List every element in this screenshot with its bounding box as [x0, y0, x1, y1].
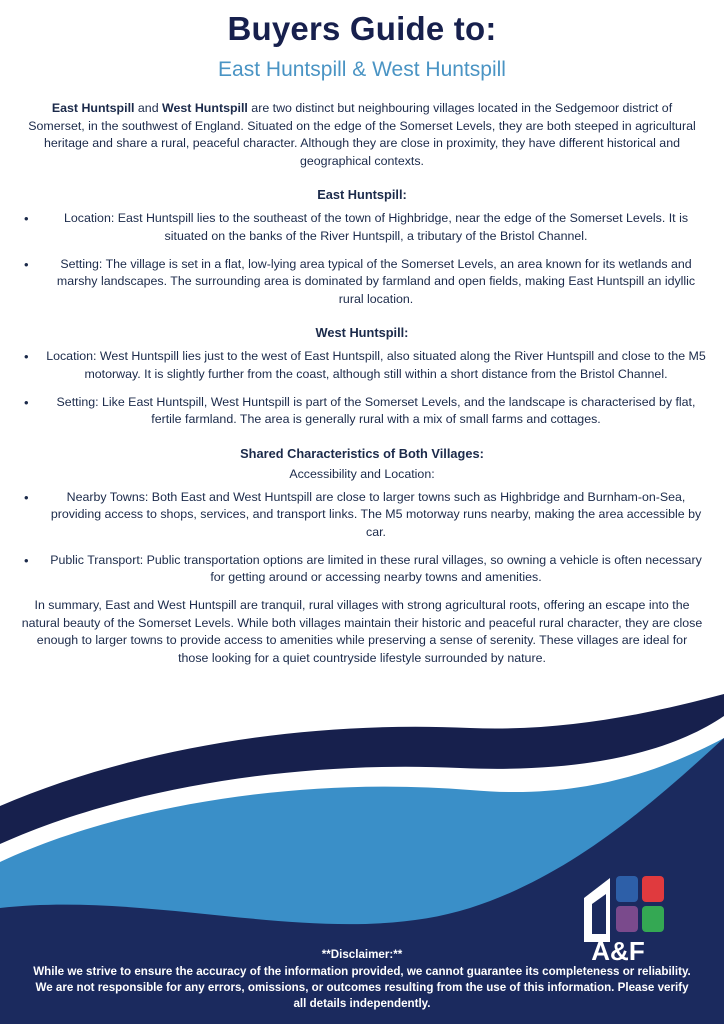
subheading-accessibility: Accessibility and Location:	[289, 466, 435, 481]
section-heading-east-huntspill: East Huntspill:	[317, 187, 407, 203]
intro-bold-east: East Huntspill	[51, 100, 135, 115]
list-item	[16, 489, 708, 542]
bullet-icon: •	[24, 394, 29, 410]
bullet-list-west-huntspill	[16, 348, 708, 428]
section-heading-shared-characteristics: Shared Characteristics of Both Villages:	[240, 445, 484, 461]
list-item	[16, 348, 708, 383]
bullet-list-east-huntspill	[16, 210, 708, 308]
list-item-text: Location: West Huntspill lies just to the west of East Huntspill, also situated along the River Huntspill and close to the M5 motorway. It is slightly further from the coast, although still within a short distance from the Bristol Channel.	[46, 349, 706, 382]
intro-mid: and	[134, 100, 163, 115]
disclaimer	[0, 947, 724, 1012]
bullet-icon: •	[24, 489, 29, 505]
svg-text:A&F: A&F	[591, 936, 645, 964]
list-item-text: Setting: Like East Huntspill, West Huntspill is part of the Somerset Levels, and the landscape is characterised by flat, fertile farmland. The area is generally rural with a mix of small farms and cottages.	[56, 394, 696, 427]
list-item-text: Location: East Huntspill lies to the southeast of the town of Highbridge, near the edge of the Somerset Levels. It is situated on the banks of the River Huntspill, a tributary of the Bristol Channel.	[63, 211, 689, 243]
list-item-text: Public Transport: Public transportation options are limited in these rural villages, so owning a vehicle is often necessary for getting around or accessing nearby towns and amenities.	[50, 552, 702, 585]
document-header	[0, 0, 724, 82]
list-item	[16, 394, 708, 429]
bullet-list-shared	[16, 489, 708, 587]
list-item-text: Nearby Towns: Both East and West Huntspill are close to larger towns such as Highbridge and Burnham-on-Sea, providing access to shops, services, and transport links. The M5 motorway runs nearby, making the area accessible by car.	[50, 489, 702, 540]
bullet-icon: •	[24, 256, 29, 272]
page-subtitle: East Huntspill & West Huntspill	[218, 57, 506, 81]
list-item	[16, 552, 708, 587]
page-title: Buyers Guide to:	[227, 10, 497, 47]
intro-rest: are two distinct but neighbouring villages located in the Sedgemoor district of Somerset, in the southwest of England. Situated on the edge of the Somerset Levels, they are both steeped in agricultural heritage and share a rural, peaceful character. Although they are close in proximity, they have different historical and geographical contexts.	[28, 100, 696, 168]
bullet-icon: •	[24, 349, 29, 365]
intro-bold-west: West Huntspill	[162, 100, 248, 115]
section-heading-west-huntspill: West Huntspill:	[315, 325, 409, 341]
disclaimer-body: While we strive to ensure the accuracy of the information provided, we cannot guarantee its completeness or reliability. We are not responsible for any errors, omissions, or outcomes resulting from the use of this information. Please verify all details independently.	[33, 965, 691, 1011]
bullet-icon: •	[24, 211, 29, 227]
document-content	[0, 100, 724, 667]
list-item	[16, 256, 708, 309]
intro-paragraph	[28, 100, 696, 170]
list-item	[16, 210, 708, 245]
disclaimer-title: **Disclaimer:**	[321, 948, 403, 962]
closing-paragraph: In summary, East and West Huntspill are tranquil, rural villages with strong agricultural roots, offering an escape into the natural beauty of the Somerset Levels. While both villages maintain their historic and peaceful rural character, they are close enough to larger towns to provide access to amenities while preserving a sense of serenity. These villages are ideal for those looking for a quiet countryside lifestyle surrounded by nature.	[21, 597, 703, 665]
list-item-text: Setting: The village is set in a flat, low-lying area typical of the Somerset Levels, an area known for its wetlands and marshy landscapes. The surrounding area is dominated by farmland and open fields, making East Huntspill an idyllic rural location.	[56, 256, 696, 306]
bullet-icon: •	[24, 552, 29, 568]
